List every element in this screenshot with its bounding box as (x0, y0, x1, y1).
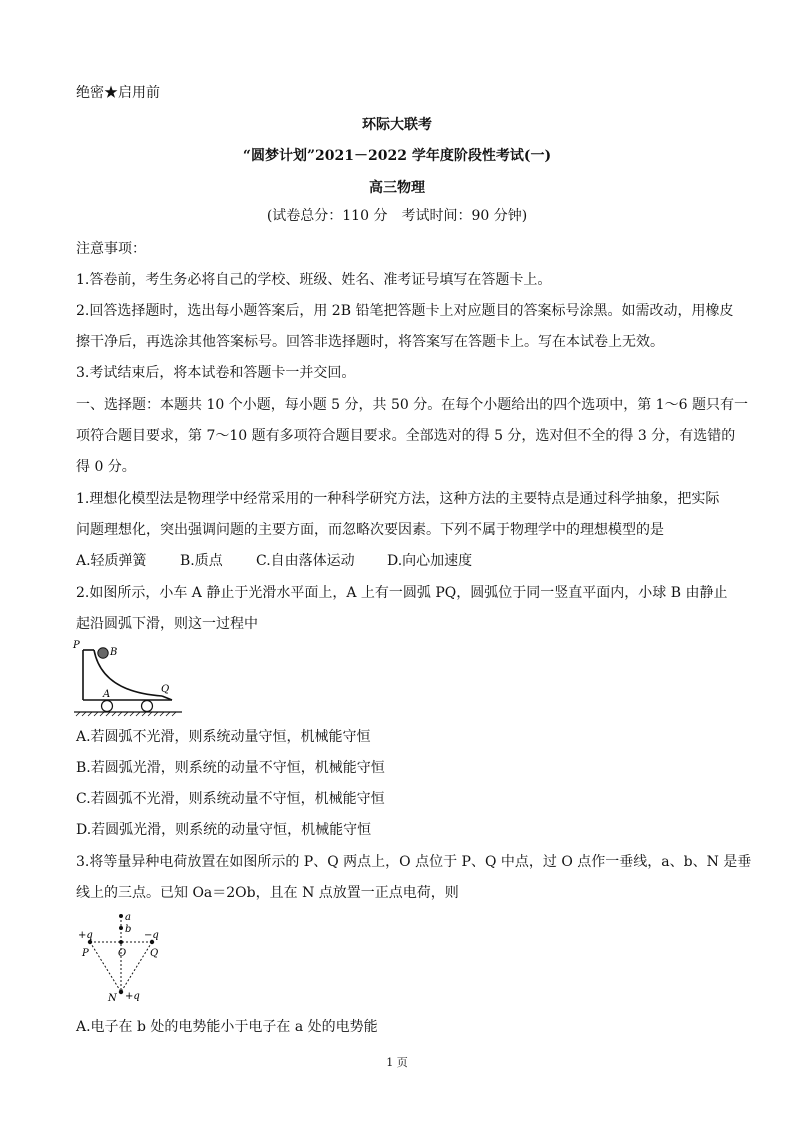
section-1-line-2: 项符合题目要求，第 7～10 题有多项符合题目要求。全部选对的得 5 分，选对但不全的得 3 分，有选错的 (76, 428, 736, 444)
point-a (119, 914, 123, 918)
q2-option-a: A.若圆弧不光滑，则系统动量守恒，机械能守恒 (76, 729, 371, 745)
question-3-figure (74, 908, 170, 1006)
q2-option-b: B.若圆弧光滑，则系统的动量不守恒，机械能守恒 (76, 760, 385, 776)
q1-option-b: B.质点 (180, 553, 223, 569)
question-1-options (76, 552, 472, 570)
question-1-line-1: 1.理想化模型法是物理学中经常采用的一种科学研究方法，这种方法的主要特点是通过科学抽象，把实际 (76, 491, 720, 507)
subject-title: 高三物理 (369, 180, 425, 196)
label-b: b (125, 924, 132, 935)
label-b: B (110, 647, 118, 658)
note-3: 3.考试结束后，将本试卷和答题卡一并交回。 (76, 365, 356, 381)
pn-line (90, 942, 121, 992)
wheel-left (102, 701, 113, 712)
label-n: N (108, 993, 117, 1004)
q1-option-c: C.自由落体运动 (256, 553, 355, 569)
label-q: Q (161, 684, 170, 695)
ball-b (98, 648, 108, 658)
label-p: P (73, 640, 80, 651)
note-2-line-2: 擦干净后，再选涂其他答案标号。回答非选择题时，将答案写在答题卡上。写在本试卷上无效。 (76, 334, 664, 350)
question-1-line-2: 问题理想化，突出强调问题的主要方面，而忽略次要因素。下列不属于物理学中的理想模型的是 (76, 522, 664, 538)
note-1: 1.答卷前，考生务必将自己的学校、班级、姓名、准考证号填写在答题卡上。 (76, 272, 552, 288)
label-n-charge: +q (125, 991, 140, 1002)
q1-option-a: A.轻质弹簧 (76, 553, 147, 569)
question-2-figure (72, 636, 184, 720)
q3-option-a: A.电子在 b 处的电势能小于电子在 a 处的电势能 (76, 1019, 378, 1035)
label-p: P (82, 948, 89, 959)
exam-title: “圆梦计划”2021－2022 学年度阶段性考试(一) (242, 148, 552, 164)
question-3-line-1: 3.将等量异种电荷放置在如图所示的 P、Q 两点上，O 点位于 P、Q 中点，过 O 点作一垂线，a、b、N 是垂 (76, 854, 752, 870)
question-2-line-1: 2.如图所示，小车 A 静止于光滑水平面上，A 上有一圆弧 PQ，圆弧位于同一竖直平面内，小球 B 由静止 (76, 585, 728, 601)
q2-option-c: C.若圆弧不光滑，则系统动量不守恒，机械能守恒 (76, 791, 385, 807)
q1-option-d: D.向心加速度 (387, 553, 473, 569)
label-minus-q: −q (144, 930, 159, 941)
point-b (119, 926, 123, 930)
label-q: Q (150, 948, 159, 959)
note-2-line-1: 2.回答选择题时，选出每小题答案后，用 2B 铅笔把答题卡上对应题目的答案标号涂黑。如需改动，用橡皮 (76, 303, 734, 319)
page-number: 1 页 (386, 1056, 408, 1069)
label-a: A (103, 689, 111, 700)
section-1-line-1: 一、选择题：本题共 10 个小题，每小题 5 分，共 50 分。在每个小题给出的四个选项中，第 1～6 题只有一 (76, 397, 748, 413)
point-o (119, 940, 123, 944)
question-2-line-2: 起沿圆弧下滑，则这一过程中 (76, 616, 258, 632)
point-n (119, 990, 123, 994)
wheel-right (142, 701, 153, 712)
notes-title: 注意事项： (76, 241, 146, 257)
secret-label: 绝密★启用前 (76, 85, 160, 101)
label-a: a (125, 912, 131, 923)
label-plus-q: +q (78, 930, 93, 941)
question-3-line-2: 线上的三点。已知 Oa＝2Ob，且在 N 点放置一正点电荷，则 (76, 885, 459, 901)
q2-option-d: D.若圆弧光滑，则系统的动量守恒，机械能守恒 (76, 822, 372, 838)
org-title: 环际大联考 (362, 117, 432, 133)
exam-meta: (试卷总分：110 分 考试时间：90 分钟) (266, 208, 528, 224)
label-o: O (118, 948, 127, 959)
section-1-line-3: 得 0 分。 (76, 459, 136, 475)
